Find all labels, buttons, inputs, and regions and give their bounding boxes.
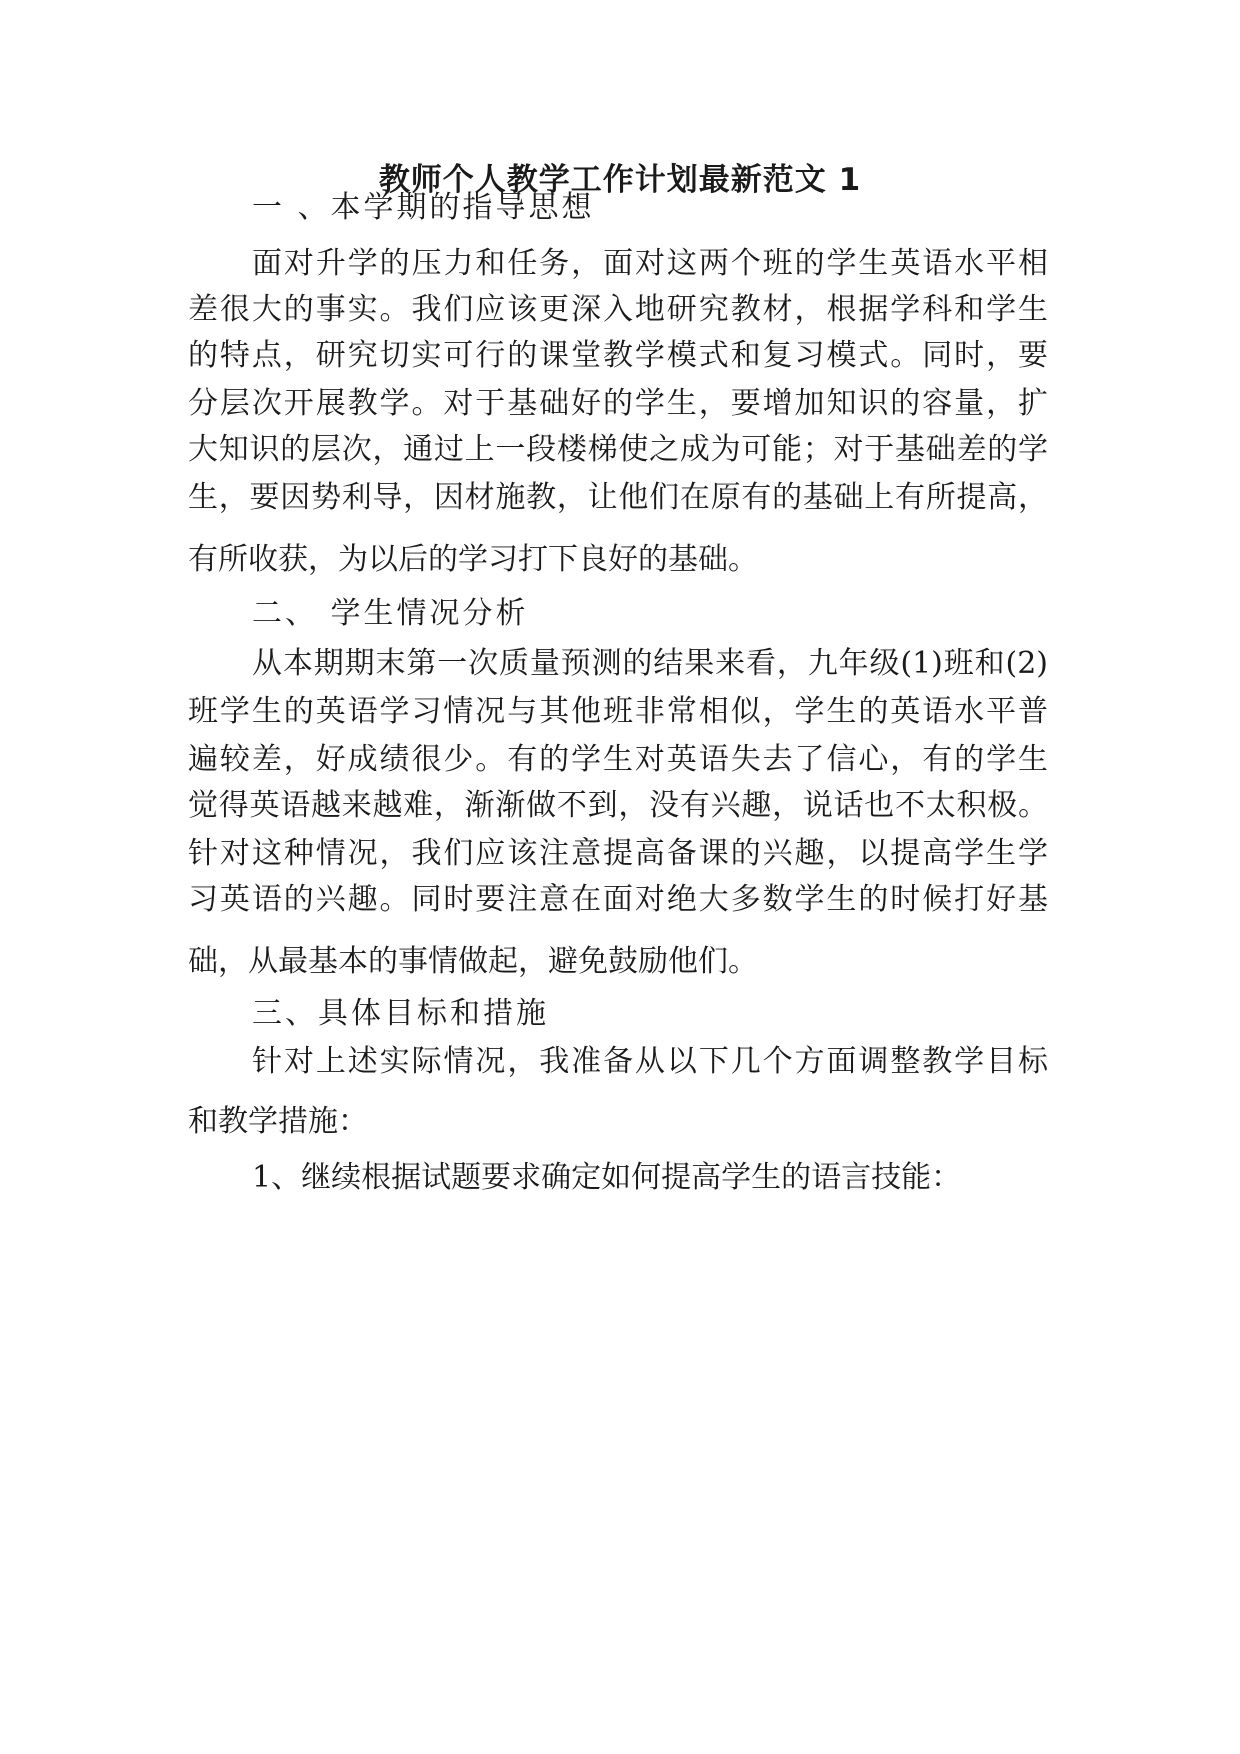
section-heading-2: 二、 学生情况分析 <box>252 596 529 631</box>
document-title: 教师个人教学工作计划最新范文 1 <box>378 162 862 198</box>
paragraph-line: 针对这种情况，我们应该注意提高备课的兴趣，以提高学生学 <box>188 836 1048 871</box>
paragraph-line: 觉得英语越来越难，渐渐做不到，没有兴趣，说话也不太积极。 <box>188 788 1048 823</box>
section-heading-1: 一 、本学期的指导思想 <box>252 190 595 225</box>
paragraph-line: 生，要因势利导，因材施教，让他们在原有的基础上有所提高， <box>188 480 1048 515</box>
paragraph-line: 习英语的兴趣。同时要注意在面对绝大多数学生的时候打好基 <box>188 882 1048 917</box>
section-heading-3: 三、具体目标和措施 <box>252 996 549 1031</box>
paragraph-line: 差很大的事实。我们应该更深入地研究教材，根据学科和学生 <box>188 292 1048 327</box>
list-item: 1、继续根据试题要求确定如何提高学生的语言技能： <box>252 1160 962 1195</box>
paragraph-line: 分层次开展教学。对于基础好的学生，要增加知识的容量，扩 <box>188 386 1048 421</box>
paragraph-line: 的特点，研究切实可行的课堂教学模式和复习模式。同时，要 <box>188 338 1048 373</box>
paragraph-line: 遍较差，好成绩很少。有的学生对英语失去了信心，有的学生 <box>188 742 1048 777</box>
paragraph-line: 和教学措施： <box>188 1104 368 1139</box>
paragraph-line: 有所收获，为以后的学习打下良好的基础。 <box>188 542 758 577</box>
paragraph-line: 础，从最基本的事情做起，避免鼓励他们。 <box>188 944 758 979</box>
paragraph-line: 面对升学的压力和任务，面对这两个班的学生英语水平相 <box>252 246 1048 281</box>
paragraph-line: 大知识的层次，通过上一段楼梯使之成为可能；对于基础差的学 <box>188 432 1048 467</box>
paragraph-line: 从本期期末第一次质量预测的结果来看，九年级(1)班和(2) <box>252 646 1048 681</box>
paragraph-line: 班学生的英语学习情况与其他班非常相似，学生的英语水平普 <box>188 694 1048 729</box>
paragraph-line: 针对上述实际情况，我准备从以下几个方面调整教学目标 <box>252 1044 1048 1079</box>
